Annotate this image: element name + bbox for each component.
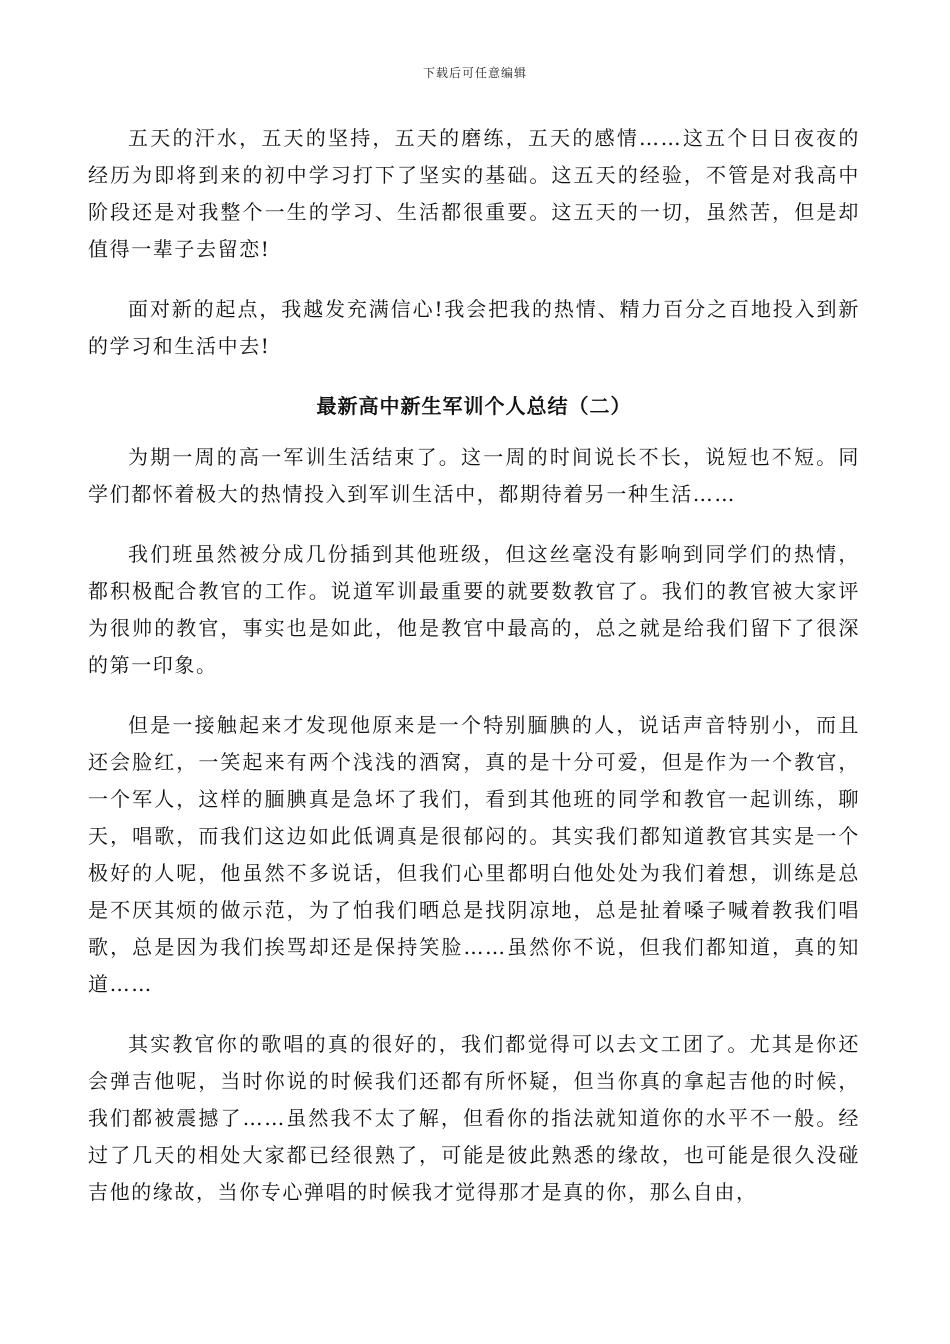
paragraph: 但是一接触起来才发现他原来是一个特别腼腆的人，说话声音特别小，而且还会脸红，一笑起来有两个浅浅的酒窝，真的是十分可爱，但是作为一个教官，一个军人，这样的腼腆真是急坏了我们，看到其他班的同学和教官一起训练，聊天，唱歌，而我们这边如此低调真是很郁闷的。其实我们都知道教官其实是一个极好的人呢，他虽然不多说话，但我们心里都明白他处处为我们着想，训练是总是不厌其烦的做示范，为了怕我们晒总是找阴凉地，总是扯着嗓子喊着教我们唱歌，总是因为我们挨骂却还是保持笑脸……虽然你不说，但我们都知道，真的知道…… [88,713,860,996]
paragraph: 其实教官你的歌唱的真的很好的，我们都觉得可以去文工团了。尤其是你还会弹吉他呢，当时你说的时候我们还都有所怀疑，但当你真的拿起吉他的时候，我们都被震撼了……虽然我不太了解，但看你的指法就知道你的水平不一般。经过了几天的相处大家都已经很熟了，可能是彼此熟悉的缘故，也可能是很久没碰吉他的缘故，当你专心弹唱的时候我才觉得那才是真的你，那么自由， [88,1032,860,1204]
paragraph: 我们班虽然被分成几份插到其他班级，但这丝毫没有影响到同学们的热情，都积极配合教官的工作。说道军训最重要的就要数教官了。我们的教官被大家评为很帅的教官，事实也是如此，他是教官中最高的，总之就是给我们留下了很深的第一印象。 [88,542,860,677]
paragraph: 面对新的起点，我越发充满信心!我会把我的热情、精力百分之百地投入到新的学习和生活中去! [88,297,860,358]
paragraph: 五天的汗水，五天的坚持，五天的磨练，五天的感情……这五个日日夜夜的经历为即将到来的初中学习打下了坚实的基础。这五天的经验，不管是对我高中阶段还是对我整个一生的学习、生活都很重要。这五天的一切，虽然苦，但是却值得一辈子去留恋! [88,126,860,261]
paragraph: 为期一周的高一军训生活结束了。这一周的时间说长不长，说短也不短。同学们都怀着极大的热情投入到军训生活中，都期待着另一种生活…… [88,445,860,506]
header-note: 下载后可任意编辑 [422,66,527,80]
document-body [88,120,860,1234]
section-title: 最新高中新生军训个人总结（二） [316,394,632,418]
